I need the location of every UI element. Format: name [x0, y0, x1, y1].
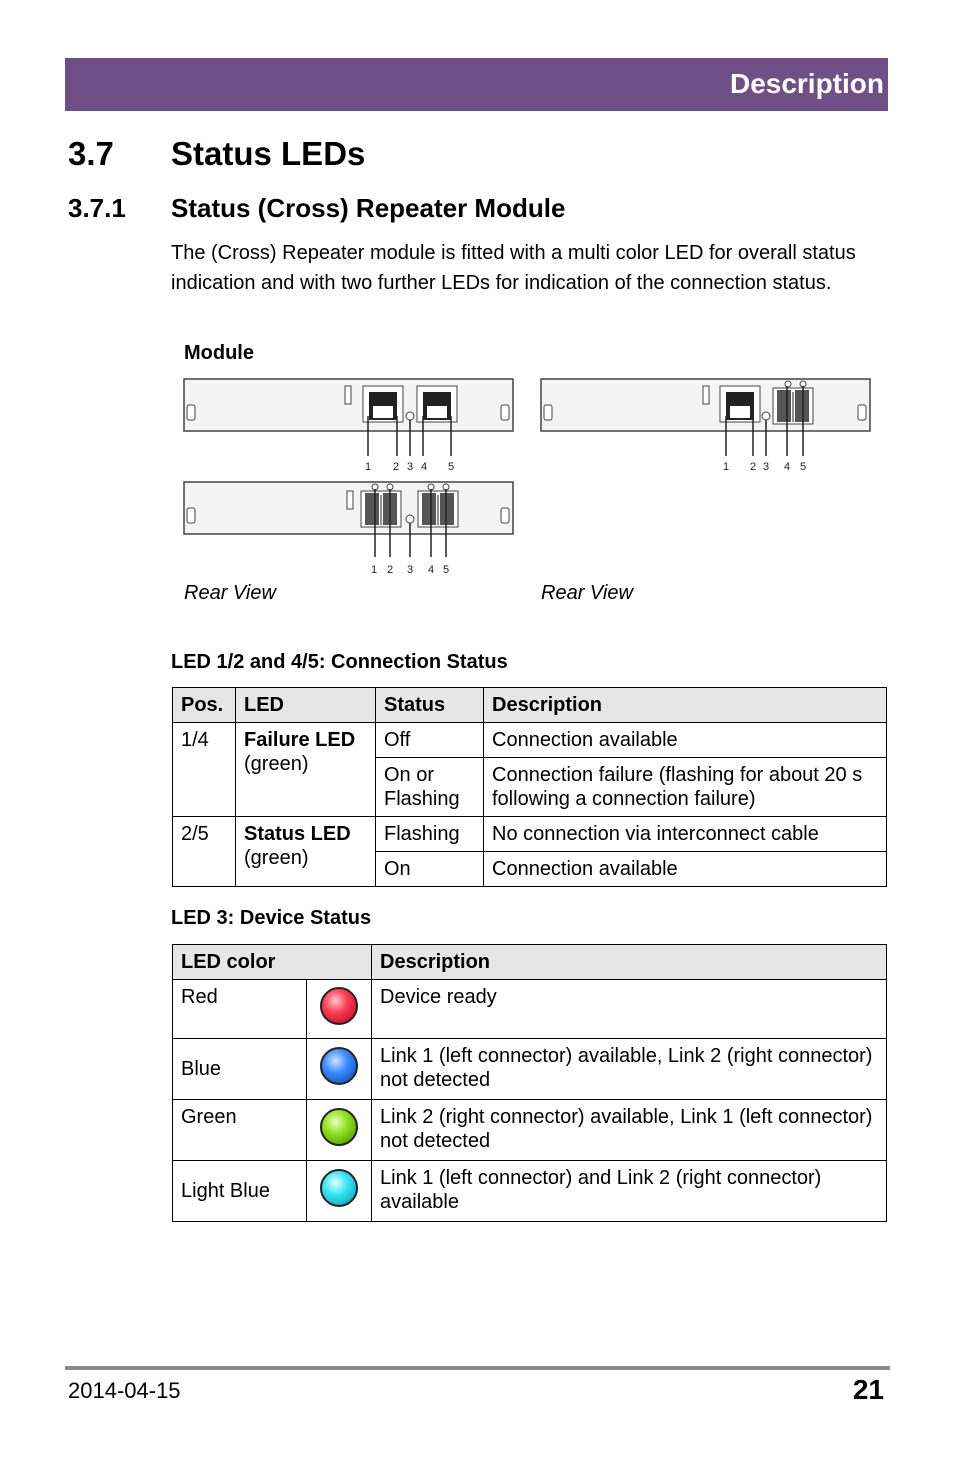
light-blue-led-icon	[320, 1169, 358, 1207]
status-cell: On	[376, 852, 484, 887]
led-number: 4	[427, 564, 435, 576]
figure-label: Module	[184, 342, 254, 364]
led-number: 5	[799, 461, 807, 473]
description-cell: Connection failure (flashing for about 20 s following a connection failure)	[484, 758, 887, 817]
description-cell: Link 2 (right connector) available, Link 1 (left connector) not detected	[372, 1100, 887, 1161]
description-cell: Connection available	[484, 852, 887, 887]
table-row	[173, 723, 887, 758]
page-number: 21	[852, 1374, 884, 1405]
led-swatch-cell	[307, 980, 372, 1039]
led-number: 3	[406, 564, 414, 576]
connection-status-table	[172, 687, 887, 887]
column-header: LED	[236, 688, 376, 723]
description-cell: No connection via interconnect cable	[484, 817, 887, 852]
table2-caption: LED 3: Device Status	[171, 907, 372, 929]
heading2-number: 3.7.1	[68, 193, 126, 223]
red-led-icon	[320, 987, 358, 1025]
pos-cell: 1/4	[173, 723, 236, 817]
table-header-row	[173, 688, 887, 723]
column-header: Status	[376, 688, 484, 723]
led-name: Failure LED	[244, 729, 356, 751]
status-cell: Off	[376, 723, 484, 758]
intro-paragraph: The (Cross) Repeater module is fitted with a multi color LED for overall status indication and with two further LEDs for indication of the connection status.	[171, 242, 856, 294]
description-cell: Link 1 (left connector) available, Link 2 (right connector) not detected	[372, 1039, 887, 1100]
blue-led-icon	[320, 1047, 358, 1085]
description-cell: Device ready	[372, 980, 887, 1039]
heading1-title: Status LEDs	[171, 135, 366, 172]
footer-date: 2014-04-15	[68, 1378, 181, 1403]
led-number: 1	[370, 564, 378, 576]
color-name-cell: Blue	[173, 1039, 307, 1100]
table-row	[173, 817, 887, 852]
led-number: 1	[722, 461, 730, 473]
column-header: Pos.	[173, 688, 236, 723]
led-number: 3	[406, 461, 414, 473]
color-name-cell: Red	[173, 980, 307, 1039]
led-number: 5	[447, 461, 455, 473]
heading2-title: Status (Cross) Repeater Module	[171, 193, 566, 223]
heading1-number: 3.7	[68, 135, 114, 172]
green-led-icon	[320, 1108, 358, 1146]
color-name-cell: Light Blue	[173, 1161, 307, 1222]
led-name: Status LED	[244, 823, 351, 845]
led-number: 2	[386, 564, 394, 576]
led-color-note: (green)	[244, 847, 309, 869]
led-swatch-cell	[307, 1161, 372, 1222]
module-diagram-rj45-sfp	[540, 378, 872, 478]
column-header: Description	[372, 945, 887, 980]
footer-divider	[65, 1366, 890, 1370]
column-header: LED color	[173, 945, 372, 980]
description-cell: Connection available	[484, 723, 887, 758]
table-row	[173, 980, 887, 1039]
table-header-row	[173, 945, 887, 980]
table-row	[173, 1161, 887, 1222]
column-header: Description	[484, 688, 887, 723]
description-cell: Link 1 (left connector) and Link 2 (right connector) available	[372, 1161, 887, 1222]
led-color-note: (green)	[244, 753, 309, 775]
led-number: 2	[392, 461, 400, 473]
rear-view-label-right: Rear View	[541, 582, 633, 604]
device-status-table	[172, 944, 887, 1222]
table1-caption: LED 1/2 and 4/5: Connection Status	[171, 651, 508, 673]
led-cell	[236, 723, 376, 817]
led-number: 4	[783, 461, 791, 473]
led-number: 2	[749, 461, 757, 473]
led-number: 1	[364, 461, 372, 473]
led-number: 5	[442, 564, 450, 576]
section-title: Description	[729, 68, 884, 99]
rear-view-label-left: Rear View	[184, 582, 276, 604]
led-swatch-cell	[307, 1039, 372, 1100]
led-swatch-cell	[307, 1100, 372, 1161]
table-row	[173, 1039, 887, 1100]
header-bar	[65, 58, 888, 111]
status-cell: Flashing	[376, 817, 484, 852]
color-name-cell: Green	[173, 1100, 307, 1161]
module-diagram-rj45	[183, 378, 515, 478]
led-number: 4	[420, 461, 428, 473]
led-cell	[236, 817, 376, 887]
table-row	[173, 1100, 887, 1161]
pos-cell: 2/5	[173, 817, 236, 887]
status-cell: On or Flashing	[376, 758, 484, 817]
module-diagram-sfp	[183, 481, 515, 581]
led-number: 3	[762, 461, 770, 473]
